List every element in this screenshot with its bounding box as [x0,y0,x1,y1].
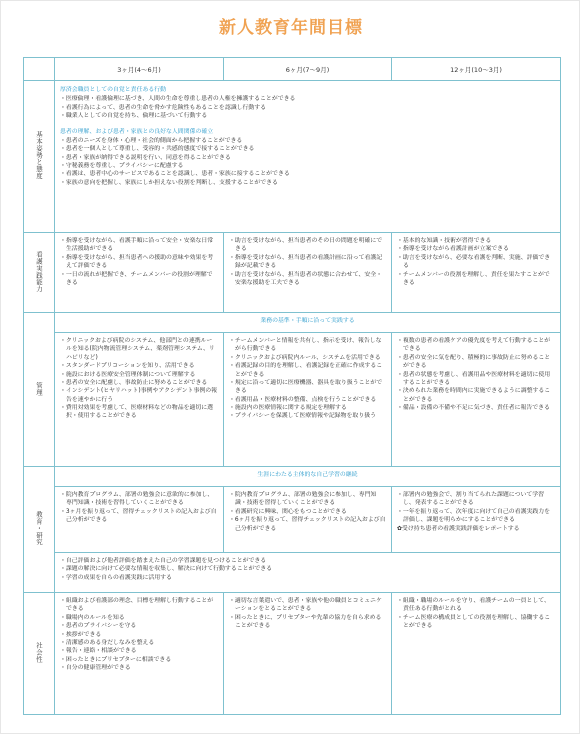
category-cell [24,467,55,593]
goal-list [229,237,386,287]
list-item: ・医療倫理・看護倫理に基づき、人間の生命を尊重し患者の人権を擁護することができる [60,96,296,103]
list-item: ・守秘義務を尊重し、プライバシーに配慮する [60,163,184,169]
category-label: 管理 [35,381,43,396]
goals-table [23,57,561,715]
goal-list [60,491,218,525]
goal-list [229,597,386,631]
nursing-practice-12months [392,233,561,313]
list-item: ・患者のプライバシーを守る [60,623,137,630]
list-item: ・一年を振り返って、次年度に向けて自己の看護実践力を評価し、課題を明らかにすることができる [397,508,551,524]
row-basic-attitude [24,81,561,233]
list-item: ・組織および看護部の理念、目標を理解し行動することができる [60,598,214,613]
goal-list [60,137,555,187]
goal-list [60,557,555,582]
category-cell [24,313,55,467]
list-item: ・クリニックおよび病院のシステム、他部門との連携ルールを知る(院内物流管理システム、薬剤管理システム、リハビリなど) [60,338,215,361]
row-education-common [24,553,561,593]
list-item: ・施設における医療安全管理体制について理解する [60,371,196,378]
category-cell [24,233,55,313]
management-12months [392,333,561,467]
row-nursing-practice [24,233,561,313]
span-heading: 業務の基準・手順に沿って実践する [260,318,355,324]
list-item: ・看護用品・医療材料の整備、点検を行うことができる [229,396,377,403]
basic-attitude-content [55,81,561,233]
list-item: ・プライバシーを保護して医療情報や記録物を取り扱う [229,413,376,420]
list-item: ・報告・連絡・相談ができる [60,648,137,655]
list-item: ・複数の患者の看護ケアの優先度を考えて行動することができる [397,338,551,353]
education-6months [224,487,392,553]
goal-list [229,491,386,533]
list-item: ・部署内の勉強会で、割り当てられた課題について学習し、発表することができる [397,492,545,507]
list-item: ・6ヶ月を振り返って、習得チェックリストの記入および自己分析ができる [229,517,386,532]
list-item: ・学習の成果を自らの看護実践に活用する [60,574,172,581]
subheading: 厚済会職員としての自覚と責任ある行動 [60,87,167,93]
list-item: ・看護研究に興味、関心をもつことができる [229,508,347,515]
row-education-span [24,467,561,487]
list-item: ・課題の解決に向けて必要な情報を収集し、解決に向けて行動することができる [60,566,273,573]
goal-list [397,237,555,287]
list-item: ・チーム医療の構成員としての役割を理解し、協働することができる [397,614,551,630]
goal-list [397,337,555,412]
corner-cell [24,58,55,81]
list-item: ・困ったときにプリセプターに相談できる [60,656,172,663]
management-6months [224,333,392,467]
list-item: ・職場内のルールを知る [60,614,125,621]
goal-list [60,237,218,287]
column-header-12months: 12ヶ月(10〜3月) [392,58,561,81]
list-item: ・職業人としての自覚を持ち、倫理に基づいて行動する [60,113,208,120]
category-label: 社会性 [35,642,43,663]
subheading: 患者の理解、および患者・家族との良好な人間関係の確立 [60,128,214,135]
education-common-content [55,553,561,593]
row-sociality [24,593,561,715]
list-item: ・家族の意向を把握し、家族にしか担えない役割を判断し、支援することができる [60,179,278,186]
list-item: ・スタンダードプリコーションを知り、活用できる [60,363,195,370]
goal-list [229,337,386,421]
row-management-span [24,313,561,333]
education-12months [392,487,561,553]
list-item: ・適切な言葉遣いで、患者・家族や他の職員とコミュニケーションをとることができる [229,598,382,613]
list-item: ・患者の安全に配慮し、事故防止に努めることができる [60,379,208,386]
list-item: ・クリニックおよび病院内ルール、システムを活用できる [229,354,381,361]
list-item: ・自己評価および他者評価を踏まえた自己の学習課題を見つけることができる [60,558,267,564]
goal-list [60,337,218,421]
sociality-3months [55,593,224,715]
list-item: ・挨拶ができる [60,631,102,638]
list-item: ・備品・設備の不備や不足に気づき、責任者に報告できる [397,405,550,411]
page-title: 新人教育年間目標 [219,18,363,38]
category-label: 基本姿勢と態度 [35,131,43,180]
row-management [24,333,561,467]
category-label: 看護実践能力 [35,250,43,293]
list-item: ・患者・家族が納得できる説明を行い、同意を得ることができる [60,154,231,161]
list-item: ・インシデント(ヒヤリハット)事例やアクシデント事例の報告を速やかに行う [60,388,218,403]
management-span-heading [55,313,561,333]
column-header-6months: 6ヶ月(7〜9月) [224,58,392,81]
list-item: ・看護記録の目的を理解し、看護記録を正確に作成することができる [229,363,383,378]
list-item: ・看護は、患者中心のサービスであることを認識し、患者・家族に接することができる [60,171,290,178]
sociality-12months [392,593,561,715]
list-item: ・患者を一個人として尊重し、受容的・共感的態度で接することができる [60,146,255,153]
list-item: ✿受け持ち患者の看護実践評価をレポートする [397,525,520,532]
list-item: ・3ヶ月を振り返って、習得チェックリストの記入および自己分析ができる [60,508,217,524]
list-item: ・患者のニーズを身体・心理・社会的側面から把握することができる [60,137,243,144]
nursing-practice-6months [224,233,392,313]
nursing-practice-3months [55,233,224,313]
goal-list [397,597,555,631]
goal-list [397,491,555,533]
list-item: ・組織・職場のルールを守り、看護チームの一員として、責任ある行動がとれる [397,598,550,613]
category-cell [24,593,55,715]
category-cell [24,81,55,233]
goal-list [60,597,218,672]
header-row [24,58,561,81]
list-item: ・決められた業務を時間内に実施できるように調整することができる [397,388,551,403]
list-item: ・院内教育プログラム、部署の勉強会に意欲的に参加し、専門知識・技術を習得していくことができる [60,492,214,507]
list-item: ・助言を受けながら、担当患者の状態に合わせて、安全・安楽な援助を工夫できる [229,271,383,286]
span-heading: 生涯にわたる主体的な自己学習の継続 [257,472,358,478]
list-item: ・チームメンバーと情報を共有し、指示を受け、報告しながら行動できる [229,338,382,353]
list-item: ・患者の安全に気を配り、積極的に事故防止に努めることができる [397,354,551,370]
list-item: ・看護行為によって、患者の生命を脅かす危険性もあることを認識し行動する [60,104,267,111]
list-item: ・患者の状態を考慮し、看護用品や医療材料を適切に使用することができる [397,371,551,386]
list-item: ・自分の健康管理ができる [60,665,131,671]
list-item: ・清潔感のある身だしなみを整える [60,639,155,646]
list-item: ・費用対効果を考慮して、医療材料などの物品を適切に選択・使用することができる [60,405,214,420]
goal-list [60,95,555,120]
list-item: ・施設内の医療情報に関する規定を理解する [229,405,347,411]
list-item: ・一日の流れが把握でき、チームメンバーの役割が理解できる [60,271,213,286]
list-item: ・院内教育プログラム、部署の勉強会に参加し、専門知識・技術を習得していくことができる [229,492,377,507]
row-education [24,487,561,553]
education-span-heading [55,467,561,487]
list-item: ・チームメンバーの役割を理解し、責任を果たすことができる [397,271,550,286]
list-item: ・指導を受けながら、担当患者の看護計画に沿って看護記録が記載できる [229,254,383,270]
list-item: ・助言を受けながら、担当患者のその日の問題を明確にできる [229,238,383,253]
education-3months [55,487,224,553]
category-label: 教育・研究 [35,511,43,546]
column-header-3months: 3ヶ月(4〜6月) [55,58,224,81]
management-3months [55,333,224,467]
sociality-6months [224,593,392,715]
list-item: ・規定に沿って適切に医療機器、器具を取り扱うことができる [229,379,383,395]
list-item: ・基本的な知識・技術が習得できる [397,238,492,244]
list-item: ・助言を受けながら、必要な看護を判断、実施、評価できる [397,254,551,270]
list-item: ・指導を受けながら、看護手順に沿って安全・安楽な日常生活援助ができる [60,238,214,253]
list-item: ・指導を受けながら看護計画が立案できる [397,246,509,253]
list-item: ・指導を受けながら、担当患者への援助の意味や効果を考えて評価できる [60,254,214,270]
list-item: ・困ったときに、プリセプターや先輩の協力を自ら求めることができる [229,614,382,630]
